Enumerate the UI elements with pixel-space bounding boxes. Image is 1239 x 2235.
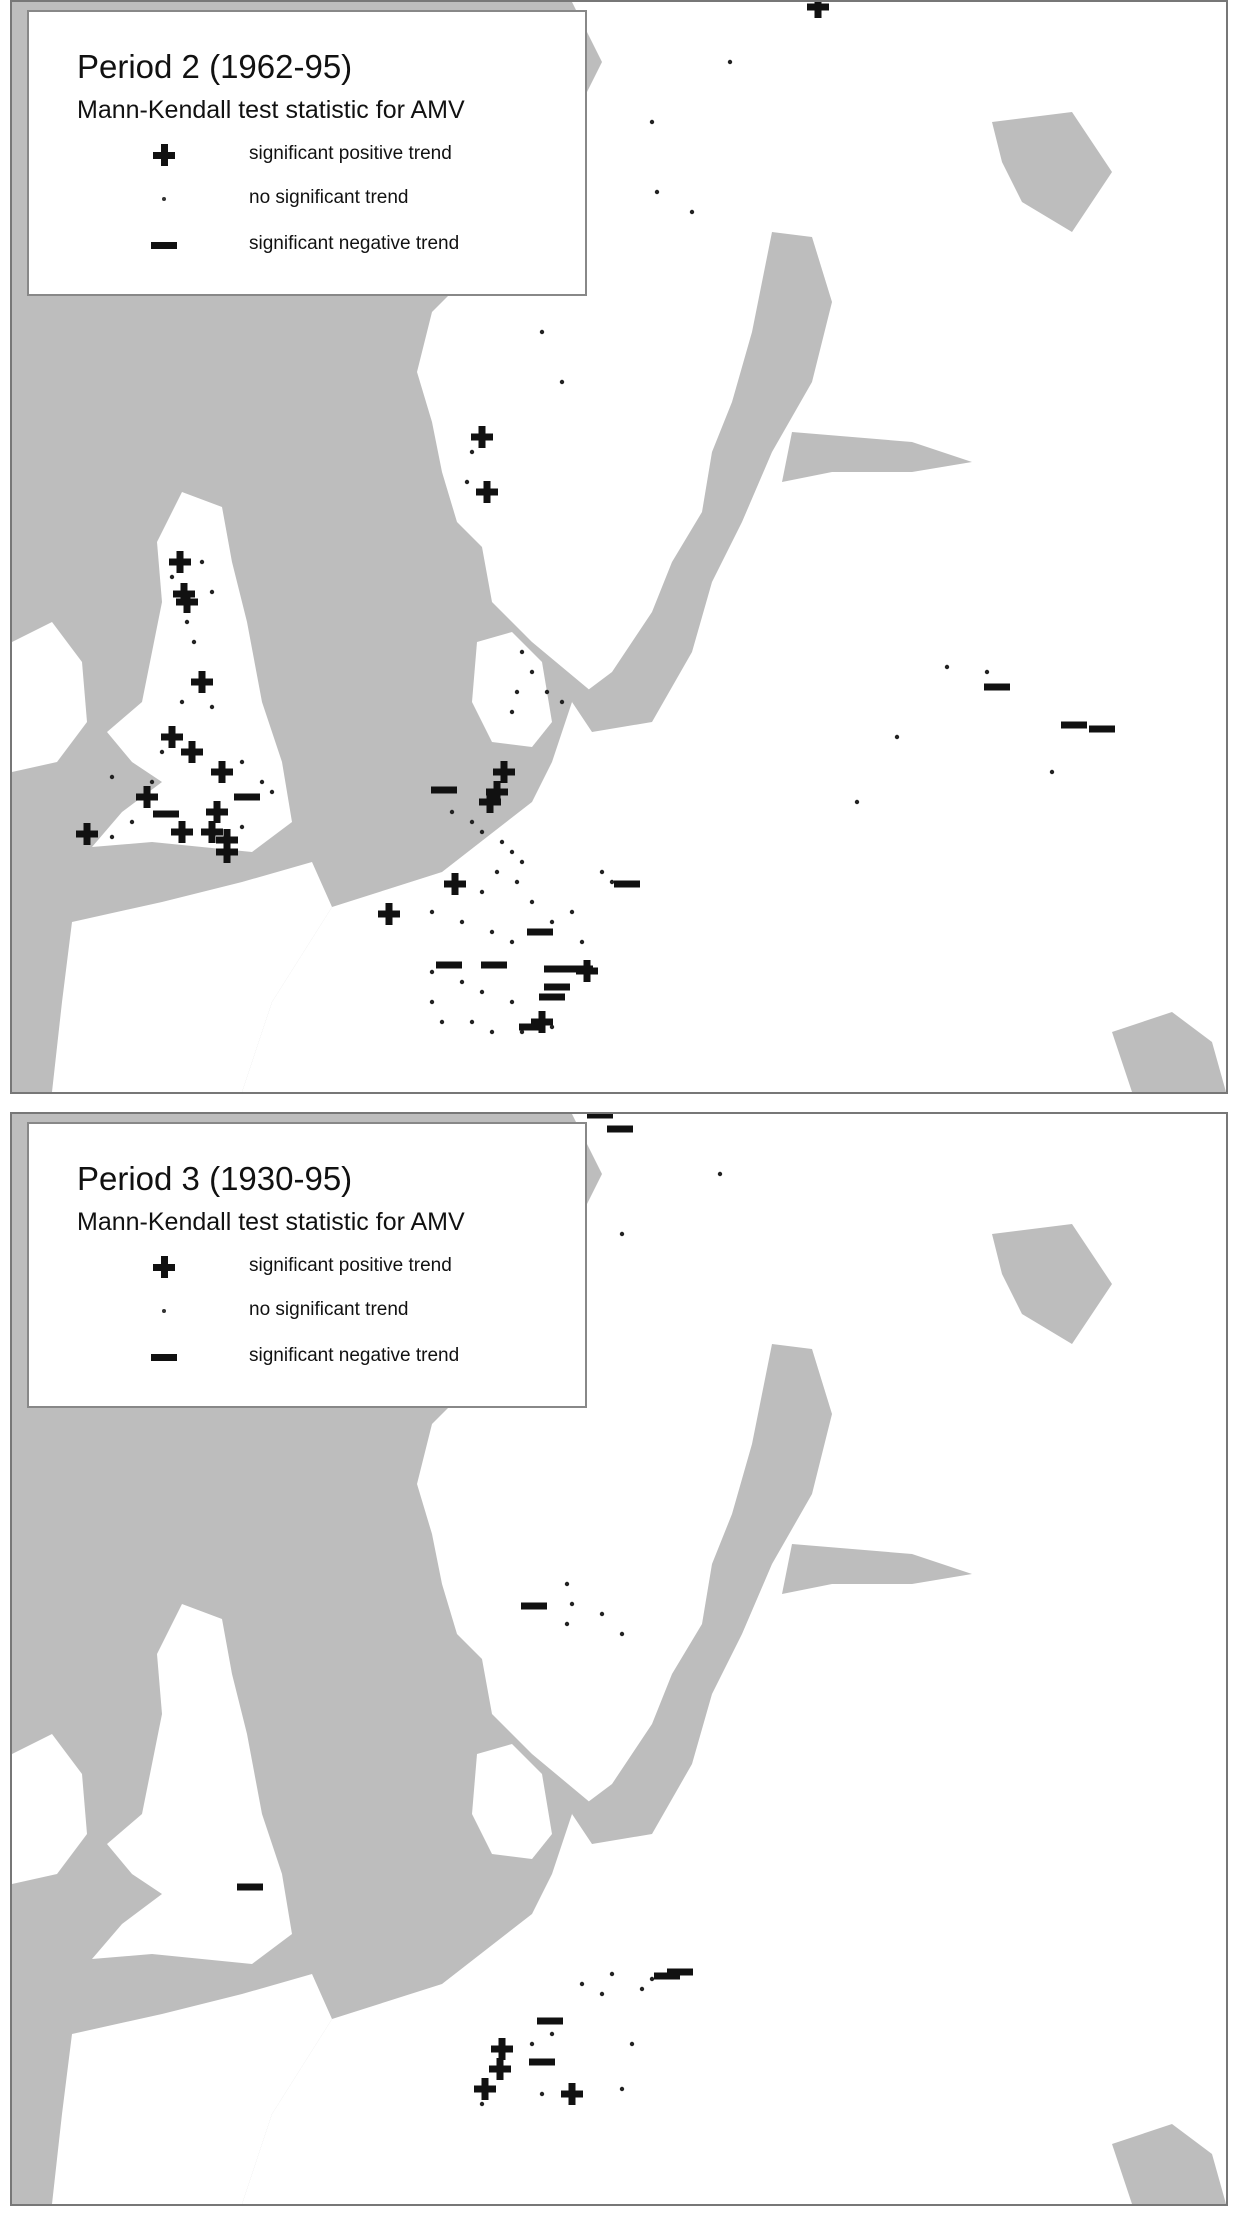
station-no-trend-dot: [580, 940, 584, 944]
station-no-trend-dot: [510, 850, 514, 854]
map-panel-period-2: [10, 0, 1228, 1094]
dot-icon: [149, 184, 179, 214]
legend-row-negative: [29, 1342, 585, 1372]
station-no-trend-dot: [270, 790, 274, 794]
station-no-trend-dot: [550, 2032, 554, 2036]
station-no-trend-dot: [655, 190, 659, 194]
station-no-trend-dot: [470, 1020, 474, 1024]
station-no-trend-dot: [570, 910, 574, 914]
plus-icon: [149, 1252, 179, 1282]
station-no-trend-dot: [565, 1582, 569, 1586]
station-negative-trend-minus: [237, 1884, 263, 1891]
station-negative-trend-minus: [153, 811, 179, 818]
station-no-trend-dot: [550, 920, 554, 924]
station-no-trend-dot: [460, 920, 464, 924]
station-negative-trend-minus: [544, 984, 570, 991]
station-negative-trend-minus: [1089, 726, 1115, 733]
station-no-trend-dot: [130, 820, 134, 824]
station-no-trend-dot: [610, 1972, 614, 1976]
station-no-trend-dot: [945, 665, 949, 669]
station-negative-trend-minus: [521, 1603, 547, 1610]
station-no-trend-dot: [495, 870, 499, 874]
station-no-trend-dot: [985, 670, 989, 674]
station-no-trend-dot: [480, 890, 484, 894]
station-no-trend-dot: [728, 60, 732, 64]
station-no-trend-dot: [192, 640, 196, 644]
legend-subtitle: Mann-Kendall test statistic for AMV: [77, 96, 465, 124]
station-negative-trend-minus: [587, 1114, 613, 1119]
station-no-trend-dot: [650, 120, 654, 124]
station-no-trend-dot: [530, 2042, 534, 2046]
station-no-trend-dot: [465, 480, 469, 484]
plus-icon: [149, 140, 179, 170]
station-no-trend-dot: [210, 590, 214, 594]
station-no-trend-dot: [1050, 770, 1054, 774]
station-negative-trend-minus: [529, 2059, 555, 2066]
legend-title: Period 3 (1930-95): [77, 1160, 353, 1197]
station-no-trend-dot: [185, 620, 189, 624]
station-no-trend-dot: [530, 900, 534, 904]
station-negative-trend-minus: [667, 1969, 693, 1976]
station-negative-trend-minus: [984, 684, 1010, 691]
station-no-trend-dot: [620, 1632, 624, 1636]
legend-row-none: [29, 184, 585, 214]
station-no-trend-dot: [480, 830, 484, 834]
station-no-trend-dot: [600, 1612, 604, 1616]
station-no-trend-dot: [600, 870, 604, 874]
station-no-trend-dot: [580, 1982, 584, 1986]
station-no-trend-dot: [520, 860, 524, 864]
dot-icon: [149, 1296, 179, 1326]
station-no-trend-dot: [110, 835, 114, 839]
station-no-trend-dot: [500, 840, 504, 844]
station-no-trend-dot: [480, 2102, 484, 2106]
station-no-trend-dot: [620, 2087, 624, 2091]
legend-period-3: [27, 1122, 587, 1408]
legend-row-positive: [29, 1252, 585, 1282]
station-no-trend-dot: [470, 450, 474, 454]
station-negative-trend-minus: [1061, 722, 1087, 729]
station-negative-trend-minus: [544, 966, 570, 973]
legend-title: Period 2 (1962-95): [77, 48, 353, 85]
station-no-trend-dot: [855, 800, 859, 804]
legend-label-negative: significant negative trend: [249, 233, 460, 254]
station-no-trend-dot: [690, 210, 694, 214]
legend-label-none: no significant trend: [249, 1299, 409, 1320]
station-negative-trend-minus: [607, 1126, 633, 1133]
station-negative-trend-minus: [519, 1024, 545, 1031]
station-no-trend-dot: [260, 780, 264, 784]
station-no-trend-dot: [480, 990, 484, 994]
station-no-trend-dot: [630, 2042, 634, 2046]
station-no-trend-dot: [160, 750, 164, 754]
legend-row-none: [29, 1296, 585, 1326]
station-no-trend-dot: [560, 380, 564, 384]
station-no-trend-dot: [110, 775, 114, 779]
legend-label-negative: significant negative trend: [249, 1345, 460, 1366]
station-negative-trend-minus: [481, 962, 507, 969]
station-no-trend-dot: [895, 735, 899, 739]
legend-row-positive: [29, 140, 585, 170]
station-no-trend-dot: [565, 1622, 569, 1626]
station-no-trend-dot: [540, 330, 544, 334]
station-negative-trend-minus: [537, 2018, 563, 2025]
station-negative-trend-minus: [436, 962, 462, 969]
legend-label-positive: significant positive trend: [249, 1255, 452, 1276]
station-negative-trend-minus: [539, 994, 565, 1001]
map-panel-period-3: [10, 1112, 1228, 2206]
legend-row-negative: [29, 230, 585, 260]
station-no-trend-dot: [490, 1030, 494, 1034]
station-no-trend-dot: [640, 1987, 644, 1991]
station-negative-trend-minus: [527, 929, 553, 936]
station-no-trend-dot: [450, 810, 454, 814]
station-no-trend-dot: [440, 1020, 444, 1024]
legend-subtitle: Mann-Kendall test statistic for AMV: [77, 1208, 465, 1236]
station-no-trend-dot: [430, 970, 434, 974]
station-no-trend-dot: [510, 1000, 514, 1004]
station-no-trend-dot: [560, 700, 564, 704]
legend-label-none: no significant trend: [249, 187, 409, 208]
station-no-trend-dot: [430, 910, 434, 914]
station-no-trend-dot: [540, 2092, 544, 2096]
minus-icon: [149, 1342, 179, 1372]
station-no-trend-dot: [170, 575, 174, 579]
legend-period-2: [27, 10, 587, 296]
station-no-trend-dot: [150, 780, 154, 784]
minus-icon: [149, 230, 179, 260]
station-no-trend-dot: [718, 1172, 722, 1176]
station-no-trend-dot: [180, 700, 184, 704]
station-no-trend-dot: [600, 1992, 604, 1996]
station-negative-trend-minus: [234, 794, 260, 801]
station-no-trend-dot: [530, 670, 534, 674]
station-no-trend-dot: [515, 880, 519, 884]
station-no-trend-dot: [430, 1000, 434, 1004]
station-negative-trend-minus: [431, 787, 457, 794]
station-no-trend-dot: [490, 930, 494, 934]
station-no-trend-dot: [650, 1977, 654, 1981]
station-no-trend-dot: [570, 1602, 574, 1606]
station-no-trend-dot: [510, 710, 514, 714]
station-no-trend-dot: [610, 880, 614, 884]
station-no-trend-dot: [510, 940, 514, 944]
station-no-trend-dot: [460, 980, 464, 984]
station-no-trend-dot: [210, 705, 214, 709]
station-no-trend-dot: [545, 690, 549, 694]
station-negative-trend-minus: [614, 881, 640, 888]
station-no-trend-dot: [470, 820, 474, 824]
station-no-trend-dot: [240, 760, 244, 764]
legend-label-positive: significant positive trend: [249, 143, 452, 164]
station-no-trend-dot: [240, 825, 244, 829]
station-no-trend-dot: [200, 560, 204, 564]
station-no-trend-dot: [520, 650, 524, 654]
station-no-trend-dot: [620, 1232, 624, 1236]
station-no-trend-dot: [515, 690, 519, 694]
